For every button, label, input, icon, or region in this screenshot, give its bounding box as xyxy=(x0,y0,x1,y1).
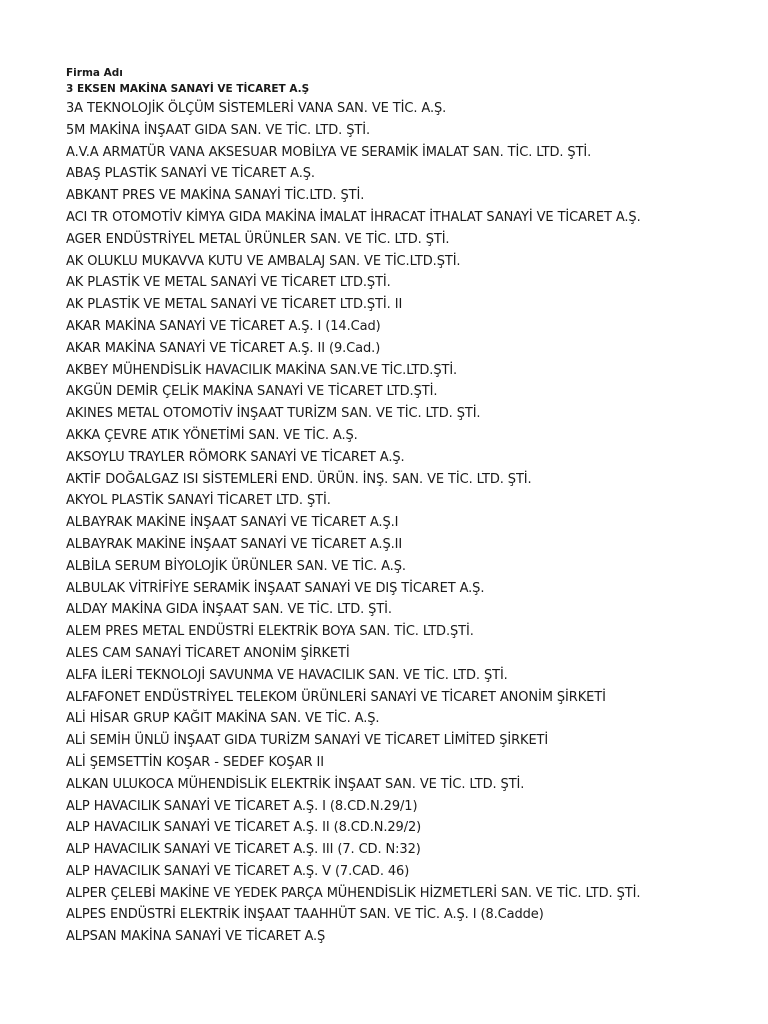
list-item: AKSOYLU TRAYLER RÖMORK SANAYİ VE TİCARET A.Ş. xyxy=(66,449,405,465)
list-item: ALP HAVACILIK SANAYİ VE TİCARET A.Ş. II (8.CD.N.29/2) xyxy=(66,820,422,836)
list-item: 5M MAKİNA İNŞAAT GIDA SAN. VE TİC. LTD. ŞTİ. xyxy=(66,122,370,138)
list-item: AKBEY MÜHENDİSLİK HAVACILIK MAKİNA SAN.VE TİC.LTD.ŞTİ. xyxy=(66,362,458,378)
list-item: ALPSAN MAKİNA SANAYİ VE TİCARET A.Ş xyxy=(66,929,326,945)
list-item: ALKAN ULUKOCA MÜHENDİSLİK ELEKTRİK İNŞAAT SAN. VE TİC. LTD. ŞTİ. xyxy=(66,776,525,792)
first-entry: 3 EKSEN MAKİNA SANAYİ VE TİCARET A.Ş xyxy=(66,83,310,95)
list-item: A.V.A ARMATÜR VANA AKSESUAR MOBİLYA VE SERAMİK İMALAT SAN. TİC. LTD. ŞTİ. xyxy=(66,144,592,160)
column-header: Firma Adı xyxy=(66,67,123,79)
list-item: ALFA İLERİ TEKNOLOJİ SAVUNMA VE HAVACILIK SAN. VE TİC. LTD. ŞTİ. xyxy=(66,667,508,683)
list-item: AKYOL PLASTİK SANAYİ TİCARET LTD. ŞTİ. xyxy=(66,493,331,509)
document-page xyxy=(66,66,756,948)
list-item: AK PLASTİK VE METAL SANAYİ VE TİCARET LTD.ŞTİ. xyxy=(66,275,391,291)
list-item: AKINES METAL OTOMOTİV İNŞAAT TURİZM SAN. VE TİC. LTD. ŞTİ. xyxy=(66,406,481,422)
list-item: ALFAFONET ENDÜSTRİYEL TELEKOM ÜRÜNLERİ SANAYİ VE TİCARET ANONİM ŞİRKETİ xyxy=(66,689,606,705)
list-item: AKKA ÇEVRE ATIK YÖNETİMİ SAN. VE TİC. A.Ş. xyxy=(66,427,358,443)
list-item: ABAŞ PLASTİK SANAYİ VE TİCARET A.Ş. xyxy=(66,166,315,182)
list-item: AK PLASTİK VE METAL SANAYİ VE TİCARET LTD.ŞTİ. II xyxy=(66,297,403,313)
list-item: ALBULAK VİTRİFİYE SERAMİK İNŞAAT SANAYİ VE DIŞ TİCARET A.Ş. xyxy=(66,580,485,596)
list-item: ALBİLA SERUM BİYOLOJİK ÜRÜNLER SAN. VE TİC. A.Ş. xyxy=(66,558,406,574)
list-item: AK OLUKLU MUKAVVA KUTU VE AMBALAJ SAN. VE TİC.LTD.ŞTİ. xyxy=(66,253,461,269)
list-item: AKAR MAKİNA SANAYİ VE TİCARET A.Ş. I (14.Cad) xyxy=(66,318,381,334)
list-item: ALDAY MAKİNA GIDA İNŞAAT SAN. VE TİC. LTD. ŞTİ. xyxy=(66,602,392,618)
list-item: ALPER ÇELEBİ MAKİNE VE YEDEK PARÇA MÜHENDİSLİK HİZMETLERİ SAN. VE TİC. LTD. ŞTİ. xyxy=(66,885,641,901)
list-item: ALP HAVACILIK SANAYİ VE TİCARET A.Ş. III (7. CD. N:32) xyxy=(66,842,421,858)
list-item: ALBAYRAK MAKİNE İNŞAAT SANAYİ VE TİCARET A.Ş.II xyxy=(66,536,403,552)
list-item: AGER ENDÜSTRİYEL METAL ÜRÜNLER SAN. VE TİC. LTD. ŞTİ. xyxy=(66,231,450,247)
list-item: ALBAYRAK MAKİNE İNŞAAT SANAYİ VE TİCARET A.Ş.I xyxy=(66,515,399,531)
list-item: ALEM PRES METAL ENDÜSTRİ ELEKTRİK BOYA SAN. TİC. LTD.ŞTİ. xyxy=(66,624,474,640)
list-item: ALİ SEMİH ÜNLÜ İNŞAAT GIDA TURİZM SANAYİ VE TİCARET LİMİTED ŞİRKETİ xyxy=(66,733,549,749)
list-item: ALPES ENDÜSTRİ ELEKTRİK İNŞAAT TAAHHÜT SAN. VE TİC. A.Ş. I (8.Cadde) xyxy=(66,907,544,923)
list-item: ALP HAVACILIK SANAYİ VE TİCARET A.Ş. I (8.CD.N.29/1) xyxy=(66,798,418,814)
list-item: ABKANT PRES VE MAKİNA SANAYİ TİC.LTD. ŞTİ. xyxy=(66,188,365,204)
list-item: ALP HAVACILIK SANAYİ VE TİCARET A.Ş. V (7.CAD. 46) xyxy=(66,863,410,879)
list-item: ALİ ŞEMSETTİN KOŞAR - SEDEF KOŞAR II xyxy=(66,754,324,770)
list-item: ALES CAM SANAYİ TİCARET ANONİM ŞİRKETİ xyxy=(66,645,350,661)
list-item: ALİ HİSAR GRUP KAĞIT MAKİNA SAN. VE TİC. A.Ş. xyxy=(66,711,380,727)
list-item: AKGÜN DEMİR ÇELİK MAKİNA SANAYİ VE TİCARET LTD.ŞTİ. xyxy=(66,384,438,400)
list-item: AKTİF DOĞALGAZ ISI SİSTEMLERİ END. ÜRÜN. İNŞ. SAN. VE TİC. LTD. ŞTİ. xyxy=(66,471,532,487)
list-item: ACI TR OTOMOTİV KİMYA GIDA MAKİNA İMALAT İHRACAT İTHALAT SANAYİ VE TİCARET A.Ş. xyxy=(66,209,641,225)
list-item: 3A TEKNOLOJİK ÖLÇÜM SİSTEMLERİ VANA SAN. VE TİC. A.Ş. xyxy=(66,101,447,116)
company-list xyxy=(66,98,756,948)
list-item: AKAR MAKİNA SANAYİ VE TİCARET A.Ş. II (9.Cad.) xyxy=(66,340,381,356)
